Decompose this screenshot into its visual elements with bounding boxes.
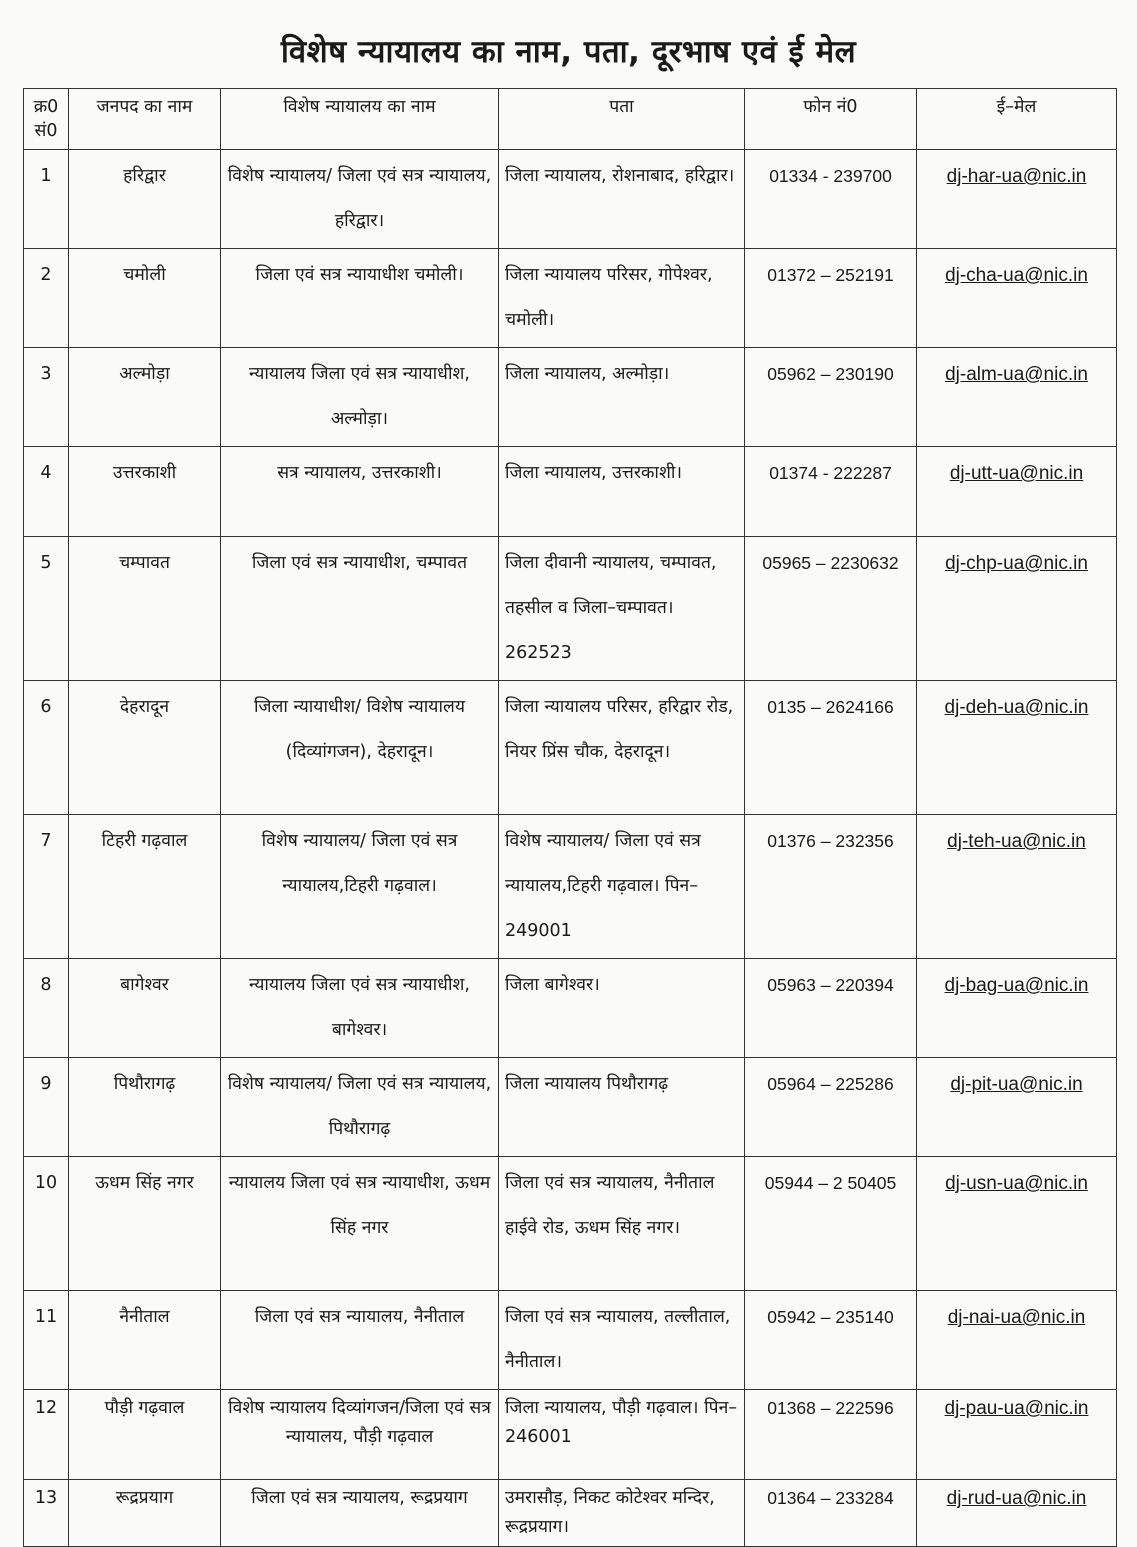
row-phone: 01364 – 233284 [767,1488,894,1508]
row-district: देहरादून [119,697,170,717]
table-row [24,815,1117,959]
row-district: अल्मोड़ा [119,364,170,384]
row-address: उमरासौड़, निकट कोटेश्वर मन्दिर, रूद्रप्रयाग। [505,1488,715,1537]
row-court-name: जिला एवं सत्र न्यायाधीश चमोली। [255,265,464,285]
row-court-name-cell [221,150,499,249]
row-address-cell [499,815,745,959]
row-court-name: विशेष न्यायालय/ जिला एवं सत्र न्यायालय, हरिद्वार। [227,166,492,231]
row-phone-cell [745,1291,917,1390]
row-court-name: जिला न्यायाधीश/ विशेष न्यायालय (दिव्यांगजन), देहरादून। [253,697,466,762]
row-phone: 0135 – 2624166 [767,697,894,717]
row-phone-cell [745,1157,917,1291]
row-phone: 01368 – 222596 [767,1398,894,1418]
row-sno: 2 [40,265,52,285]
row-district-cell [69,348,221,447]
row-address-cell [499,1291,745,1390]
row-district-cell [69,1058,221,1157]
row-district: ऊधम सिंह नगर [95,1173,194,1193]
row-district: टिहरी गढ़वाल [101,831,188,851]
row-district: चम्पावत [119,553,170,573]
row-sno-cell [24,681,69,815]
court-directory-table [23,88,1117,1547]
row-court-name: जिला एवं सत्र न्यायालय, नैनीताल [254,1307,465,1327]
row-court-name: विशेष न्यायालय/ जिला एवं सत्र न्यायालय, पिथौरागढ़ [227,1074,492,1139]
row-sno-cell [24,1291,69,1390]
row-sno: 9 [40,1074,52,1094]
table-row [24,959,1117,1058]
row-district-cell [69,249,221,348]
row-email-cell [917,815,1117,959]
row-sno-cell [24,537,69,681]
row-phone: 05965 – 2230632 [762,553,899,573]
row-phone: 01372 – 252191 [767,265,894,285]
row-email-cell [917,1480,1117,1547]
row-email[interactable]: dj-deh-ua@nic.in [944,697,1089,718]
header-sno: क्र0 सं0 [24,89,69,150]
row-address: जिला न्यायालय पिथौरागढ़ [505,1074,669,1094]
row-email-cell [917,447,1117,537]
row-sno-cell [24,150,69,249]
row-email-cell [917,249,1117,348]
row-email[interactable]: dj-cha-ua@nic.in [945,265,1088,286]
row-district: उत्तरकाशी [112,463,177,483]
row-court-name-cell [221,815,499,959]
row-address-cell [499,348,745,447]
table-row [24,1390,1117,1480]
row-district-cell [69,681,221,815]
row-address-cell [499,1157,745,1291]
row-address-cell [499,447,745,537]
row-district-cell [69,1157,221,1291]
table-row [24,681,1117,815]
row-email-cell [917,1157,1117,1291]
row-phone-cell [745,447,917,537]
row-district-cell [69,447,221,537]
row-district: नैनीताल [119,1307,170,1327]
row-address: जिला न्यायालय परिसर, हरिद्वार रोड, नियर प्रिंस चौक, देहरादून। [505,697,734,762]
row-phone: 05942 – 235140 [767,1307,894,1327]
row-district: हरिद्वार [123,166,166,186]
row-sno: 5 [40,553,52,573]
row-district-cell [69,537,221,681]
row-court-name-cell [221,537,499,681]
row-address-cell [499,681,745,815]
row-sno-cell [24,447,69,537]
row-court-name: न्यायालय जिला एवं सत्र न्यायाधीश, बागेश्वर। [249,975,470,1040]
row-email[interactable]: dj-rud-ua@nic.in [946,1488,1087,1509]
row-phone: 05944 – 2 50405 [764,1173,897,1193]
row-address: जिला न्यायालय, उत्तरकाशी। [505,463,683,483]
row-district-cell [69,1291,221,1390]
table-header-row [24,89,1117,150]
row-phone: 01376 – 232356 [767,831,894,851]
row-email[interactable]: dj-bag-ua@nic.in [944,975,1089,996]
row-sno-cell [24,1157,69,1291]
header-court: विशेष न्यायालय का नाम [221,89,499,150]
row-phone-cell [745,959,917,1058]
page-title: विशेष न्यायालय का नाम, पता, दूरभाष एवं ई मेल [280,34,857,70]
row-court-name-cell [221,1390,499,1480]
table-row [24,348,1117,447]
row-address: विशेष न्यायालय/ जिला एवं सत्र न्यायालय,टिहरी गढ़वाल। पिन–249001 [505,831,701,941]
row-court-name-cell [221,1058,499,1157]
table-row [24,150,1117,249]
row-court-name-cell [221,1291,499,1390]
row-sno: 4 [40,463,52,483]
table-row [24,537,1117,681]
row-email[interactable]: dj-nai-ua@nic.in [947,1307,1086,1328]
row-address-cell [499,1058,745,1157]
row-district-cell [69,1390,221,1480]
row-phone: 01374 - 222287 [769,463,892,483]
row-email[interactable]: dj-har-ua@nic.in [946,166,1087,187]
row-phone-cell [745,537,917,681]
row-sno-cell [24,1390,69,1480]
row-address-cell [499,1390,745,1480]
row-court-name-cell [221,447,499,537]
table-row [24,447,1117,537]
row-court-name: विशेष न्यायालय दिव्यांगजन/जिला एवं सत्र न्यायालय, पौड़ी गढ़वाल [228,1398,491,1447]
row-court-name-cell [221,348,499,447]
row-phone-cell [745,348,917,447]
row-court-name-cell [221,249,499,348]
row-sno-cell [24,348,69,447]
row-district: रूद्रप्रयाग [115,1488,174,1508]
row-email-cell [917,1390,1117,1480]
row-phone: 01334 - 239700 [769,166,892,186]
row-sno: 8 [40,975,52,995]
row-phone: 05963 – 220394 [767,975,894,995]
row-address-cell [499,150,745,249]
row-address: जिला एवं सत्र न्यायालय, नैनीताल हाईवे रोड, ऊधम सिंह नगर। [505,1173,715,1238]
row-email[interactable]: dj-utt-ua@nic.in [949,463,1084,484]
row-court-name: न्यायालय जिला एवं सत्र न्यायाधीश, अल्मोड़ा। [249,364,470,429]
row-email[interactable]: dj-alm-ua@nic.in [945,364,1088,385]
row-email[interactable]: dj-usn-ua@nic.in [945,1173,1088,1194]
row-address-cell [499,1480,745,1547]
row-phone: 05964 – 225286 [767,1074,894,1094]
row-email-cell [917,150,1117,249]
row-district-cell [69,959,221,1058]
row-email[interactable]: dj-pau-ua@nic.in [944,1398,1089,1419]
row-email[interactable]: dj-teh-ua@nic.in [947,831,1086,852]
row-email-cell [917,1291,1117,1390]
row-phone-cell [745,681,917,815]
row-sno-cell [24,1480,69,1547]
row-phone-cell [745,150,917,249]
header-phone: फोन नं0 [745,89,917,150]
table-row [24,1157,1117,1291]
row-address: जिला न्यायालय, अल्मोड़ा। [505,364,670,384]
row-sno-cell [24,815,69,959]
row-sno: 1 [40,166,52,186]
row-court-name: जिला एवं सत्र न्यायालय, रूद्रप्रयाग [251,1488,468,1508]
row-court-name-cell [221,959,499,1058]
row-phone: 05962 – 230190 [767,364,894,384]
row-court-name: जिला एवं सत्र न्यायाधीश, चम्पावत [251,553,468,573]
row-email-cell [917,348,1117,447]
row-email-cell [917,959,1117,1058]
row-district: चमोली [123,265,166,285]
header-email: ई–मेल [917,89,1117,150]
header-address: पता [499,89,745,150]
row-address-cell [499,537,745,681]
row-court-name-cell [221,1157,499,1291]
row-district-cell [69,1480,221,1547]
row-phone-cell [745,1058,917,1157]
row-email-cell [917,537,1117,681]
row-sno: 10 [34,1173,58,1193]
row-sno: 13 [34,1488,58,1508]
row-court-name-cell [221,1480,499,1547]
row-sno: 6 [40,697,52,717]
row-email[interactable]: dj-chp-ua@nic.in [945,553,1088,574]
row-district-cell [69,150,221,249]
row-sno-cell [24,959,69,1058]
table-row [24,249,1117,348]
row-phone-cell [745,1390,917,1480]
row-district: बागेश्वर [120,975,169,995]
row-address-cell [499,249,745,348]
row-court-name-cell [221,681,499,815]
row-sno-cell [24,1058,69,1157]
row-district: पिथौरागढ़ [113,1074,176,1094]
row-court-name: सत्र न्यायालय, उत्तरकाशी। [277,463,442,483]
row-phone-cell [745,1480,917,1547]
row-email-cell [917,681,1117,815]
row-phone-cell [745,815,917,959]
row-email[interactable]: dj-pit-ua@nic.in [950,1074,1083,1095]
row-address: जिला न्यायालय, पौड़ी गढ़वाल। पिन–246001 [505,1398,738,1447]
table-row [24,1058,1117,1157]
row-phone-cell [745,249,917,348]
row-sno: 12 [34,1398,58,1418]
row-court-name: न्यायालय जिला एवं सत्र न्यायाधीश, ऊधम सिंह नगर [228,1173,491,1238]
row-sno: 7 [40,831,52,851]
row-address: जिला एवं सत्र न्यायालय, तल्लीताल, नैनीताल। [505,1307,731,1372]
row-address: जिला बागेश्वर। [505,975,600,995]
row-sno: 3 [40,364,52,384]
row-sno-cell [24,249,69,348]
row-address-cell [499,959,745,1058]
row-court-name: विशेष न्यायालय/ जिला एवं सत्र न्यायालय,टिहरी गढ़वाल। [261,831,458,896]
row-email-cell [917,1058,1117,1157]
row-district-cell [69,815,221,959]
row-address: जिला न्यायालय परिसर, गोपेश्वर, चमोली। [505,265,713,330]
row-address: जिला दीवानी न्यायालय, चम्पावत, तहसील व जिला–चम्पावत। 262523 [505,553,717,663]
row-sno: 11 [34,1307,58,1327]
table-row [24,1480,1117,1547]
table-row [24,1291,1117,1390]
row-address: जिला न्यायालय, रोशनाबाद, हरिद्वार। [505,166,735,186]
row-district: पौड़ी गढ़वाल [104,1398,185,1418]
header-district: जनपद का नाम [69,89,221,150]
